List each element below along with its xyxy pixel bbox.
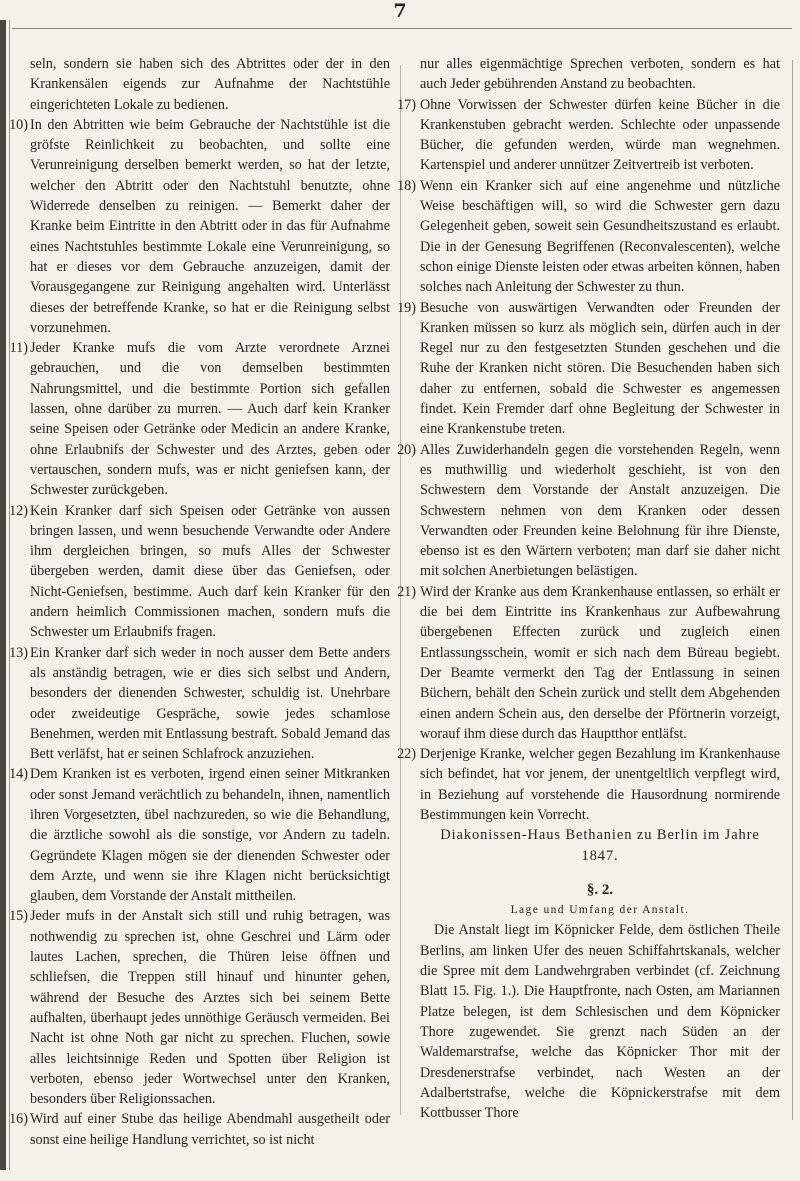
rule-text: Derjenige Kranke, welcher gegen Bezahlung im Krankenhause sich befindet, hat vor jenem, der unentgeltlich verpflegt wird, in Beziehung auf vorstehende die Hausordnung normirende Bestimmungen kein Vorrecht.	[420, 746, 780, 823]
rule-text: In den Abtritten wie beim Gebrauche der Nachtstühle ist die gröfste Reinlichkeit zu beobachten, und sollte eine Verunreinigung derselben bemerkt werden, so hat der letzte, welcher den Abtritt oder den Nachtstuhl benutzte, ohne Widerrede denselben zu reinigen. — Bemerkt daher der Kranke beim Eintritte in den Abtritt oder in das für Aufnahme eines Nachtstuhles bestimmte Lokale eine Verunreinigung, so hat er dieses vor dem Gebrauche anzuzeigen, damit der Vorausgegangene zur Reinigung angehalten wird. Unterlässt dieses der betreffende Kranke, so hat er die Reinigung selbst vorzunehmen.	[30, 116, 390, 336]
rule-number: 22)	[397, 746, 416, 763]
right-lead-text: nur alles eigenmächtige Sprechen verboten, sondern es hat auch Jeder gebührenden Anstand zu beobachten.	[420, 56, 780, 93]
rule-text: Jeder Kranke mufs die vom Arzte verordnete Arznei gebrauchen, und die von demselben bestimmten Nahrungsmittel, und die bestimmte Portion sich gefallen lassen, ohne darüber zu murren. — Auch darf kein Kranker seine Speisen oder Getränke oder Medicin an andere Kranke, ohne Erlaubnifs der Schwester und des Arztes, geben oder vertauschen, sondern mufs, was er nicht geniefsen kann, der Schwester zurückgeben.	[30, 340, 390, 499]
rule-number: 20)	[397, 441, 416, 458]
rule-item-10	[9, 115, 390, 338]
rule-item-16	[9, 1109, 390, 1150]
rule-item-22	[397, 744, 780, 825]
page-number: 7	[393, 0, 407, 22]
signature-year: 1847.	[581, 847, 619, 864]
rule-item-14	[9, 764, 390, 906]
rule-number: 18)	[397, 177, 416, 194]
rule-number: 13)	[9, 644, 28, 661]
right-margin-line	[792, 60, 793, 1120]
rule-text: Wird der Kranke aus dem Krankenhause entlassen, so erhält er die bei dem Eintritte ins Krankenhaus zur Aufbewahrung übergebenen Effecten zurück und zugleich einen Entlassungsschein, womit er sich nach dem Büreau begiebt. Der Beamte vermerkt den Tag der Entlassung in seinen Büchern, behält den Schein zurück und stellt dem Abgehenden einen andern Schein aus, den derselbe der Pförtnerin vorzeigt, worauf ihm diese durch das Hauptthor entläfst.	[420, 583, 780, 742]
left-column	[9, 54, 390, 1150]
rule-text: Wenn ein Kranker sich auf eine angenehme und nützliche Weise beschäftigen will, so wird die Schwester gern dazu Gelegenheit geben, soweit sein Gesundheitszustand es erlaubt. Die in der Genesung Begriffenen (Reconvalescenten), welche schon einige Dienste leisten oder etwas arbeiten können, haben solches nach Anleitung der Schwester zu thun.	[420, 177, 780, 296]
rule-text: Ohne Vorwissen der Schwester dürfen keine Bücher in die Krankenstuben gebracht werden. Schlechte oder unpassende Bücher, die gefunden werden, würde man wegnehmen. Kartenspiel und anderer unnützer Zeitvertreib ist verboten.	[420, 96, 780, 174]
rule-item-20	[397, 440, 780, 582]
right-column	[397, 54, 780, 1123]
rule-text: Alles Zuwiderhandeln gegen die vorstehenden Regeln, wenn es muthwillig und wiederholt geschieht, ist von den Schwestern dem Vorstande der Anstalt anzuzeigen. Die Schwestern nehmen von dem Kranken oder dessen Verwandten oder Freunden keine Belohnung für ihre Dienste, ebenso ist es den Wärtern verboten; man darf sie daher nicht mit solchen Anerbietungen belästigen.	[420, 441, 780, 580]
rule-number: 15)	[9, 908, 28, 925]
rule-number: 11)	[9, 340, 28, 357]
rule-text: Ein Kranker darf sich weder in noch ausser dem Bette anders als anständig betragen, wie er dies sich selbst und Andern, besonders der dienenden Schwester, schuldig ist. Unehrbare oder zweideutige Gespräche, sowie jedes schamlose Benehmen, werden mit Entlassung bestraft. Sobald Jemand das Bett verläfst, hat er seinen Schlafrock anzuziehen.	[30, 644, 390, 763]
rule-item-11	[9, 338, 390, 500]
rule-item-18	[397, 176, 780, 298]
rule-text: Jeder mufs in der Anstalt sich still und ruhig betragen, was nothwendig zu sprechen ist, ohne Geschrei und Lärm oder lautes Lachen, sprechen, die Thüren leise öffnen und schliefsen, die Treppen still hinauf und hinunter gehen, während der Besuche des Arztes sich bei seinem Bette aufhalten, überhaupt jedes unnöthige Geräusch vermeiden. Bei Nacht ist ohne Noth gar nicht zu sprechen. Fluchen, sowie alles leichtsinnige Reden und Spotten über Religion ist verboten, ebenso jeder Wortwechsel unter den Kranken, besonders über Religionssachen.	[30, 908, 390, 1108]
rule-item-13	[9, 643, 390, 765]
rule-number: 16)	[9, 1111, 28, 1128]
rule-item-15	[9, 906, 390, 1109]
rule-item-19	[397, 298, 780, 440]
rule-item-17	[397, 95, 780, 176]
rule-number: 10)	[9, 116, 28, 133]
rule-number: 12)	[9, 502, 28, 519]
left-lead-text: seln, sondern sie haben sich des Abtrittes oder der in den Krankensälen eigends zur Aufnahme der Nachtstühle eingerichteten Lokale zu bedienen.	[30, 56, 390, 113]
rule-item-21	[397, 582, 780, 744]
rule-number: 17)	[397, 96, 416, 113]
section-title: Lage und Umfang der Anstalt.	[510, 904, 690, 917]
rule-text: Besuche von auswärtigen Verwandten oder Freunden der Kranken müssen so kurz als möglich sein, dürfen auch in der Regel nur zu den festgesetzten Stunden geschehen und die Ruhe der Kranken nicht stören. Die Besuchenden haben sich daher zu entfernen, sobald die Schwester es angemessen findet. Kein Fremder darf ohne Begleitung der Schwester in eine Krankenstube treten.	[420, 299, 780, 438]
rule-number: 19)	[397, 299, 416, 316]
section-heading: §. 2.	[586, 881, 614, 898]
rule-number: 21)	[397, 583, 416, 600]
top-rule	[12, 28, 792, 29]
binding-edge-line	[9, 20, 10, 1170]
binding-edge	[0, 20, 6, 1170]
rule-item-12	[9, 501, 390, 643]
rule-text: Dem Kranken ist es verboten, irgend einen seiner Mitkranken oder sonst Jemand verächtlich zu behandeln, ihnen, namentlich ihren Vorgesetzten, übel nachzureden, so wie die Behandlung, die ärztliche sowohl als die sonstige, vor Andern zu tadeln. Gegründete Klagen mögen sie der dienenden Schwester oder dem Arzte, und wenn sie ihre Klagen nicht berücksichtigt glauben, dem Vorstande der Anstalt mittheilen.	[30, 766, 390, 905]
rule-number: 14)	[9, 766, 28, 783]
section-body: Die Anstalt liegt im Köpnicker Felde, dem östlichen Theile Berlins, am linken Ufer des neuen Schiffahrtskanals, welcher die Spree mit dem Landwehrgraben verbindet (cf. Zeichnung Blatt 15. Fig. 1.). Die Hauptfronte, nach Osten, am Mariannen Platze belegen, ist dem Schlesischen und dem Köpnicker Thore zugewendet. Sie grenzt nach Süden an der Waldemarstrafse, welche das Köpnicker Thor mit der Dresdenerstrafse verbindet, nach Westen an der Adalbertstrafse, welche die Köpnickerstrafse mit dem Kottbusser Thore	[420, 922, 780, 1122]
signature-line: Diakonissen-Haus Bethanien zu Berlin im Jahre	[440, 827, 760, 844]
rule-text: Wird auf einer Stube das heilige Abendmahl ausgetheilt oder sonst eine heilige Handlung verrichtet, so ist nicht	[30, 1111, 390, 1148]
rule-text: Kein Kranker darf sich Speisen oder Getränke von aussen bringen lassen, und wenn besuchende Verwandte oder Andere ihm dergleichen bringen, so mufs Alles der Schwester übergeben werden, damit diese über das Geniefsen, oder Nicht-Geniefsen, bestimme. Auch darf kein Kranker für den andern heimlich Commissionen machen, sondern mufs die Schwester um Erlaubnifs fragen.	[30, 502, 390, 641]
